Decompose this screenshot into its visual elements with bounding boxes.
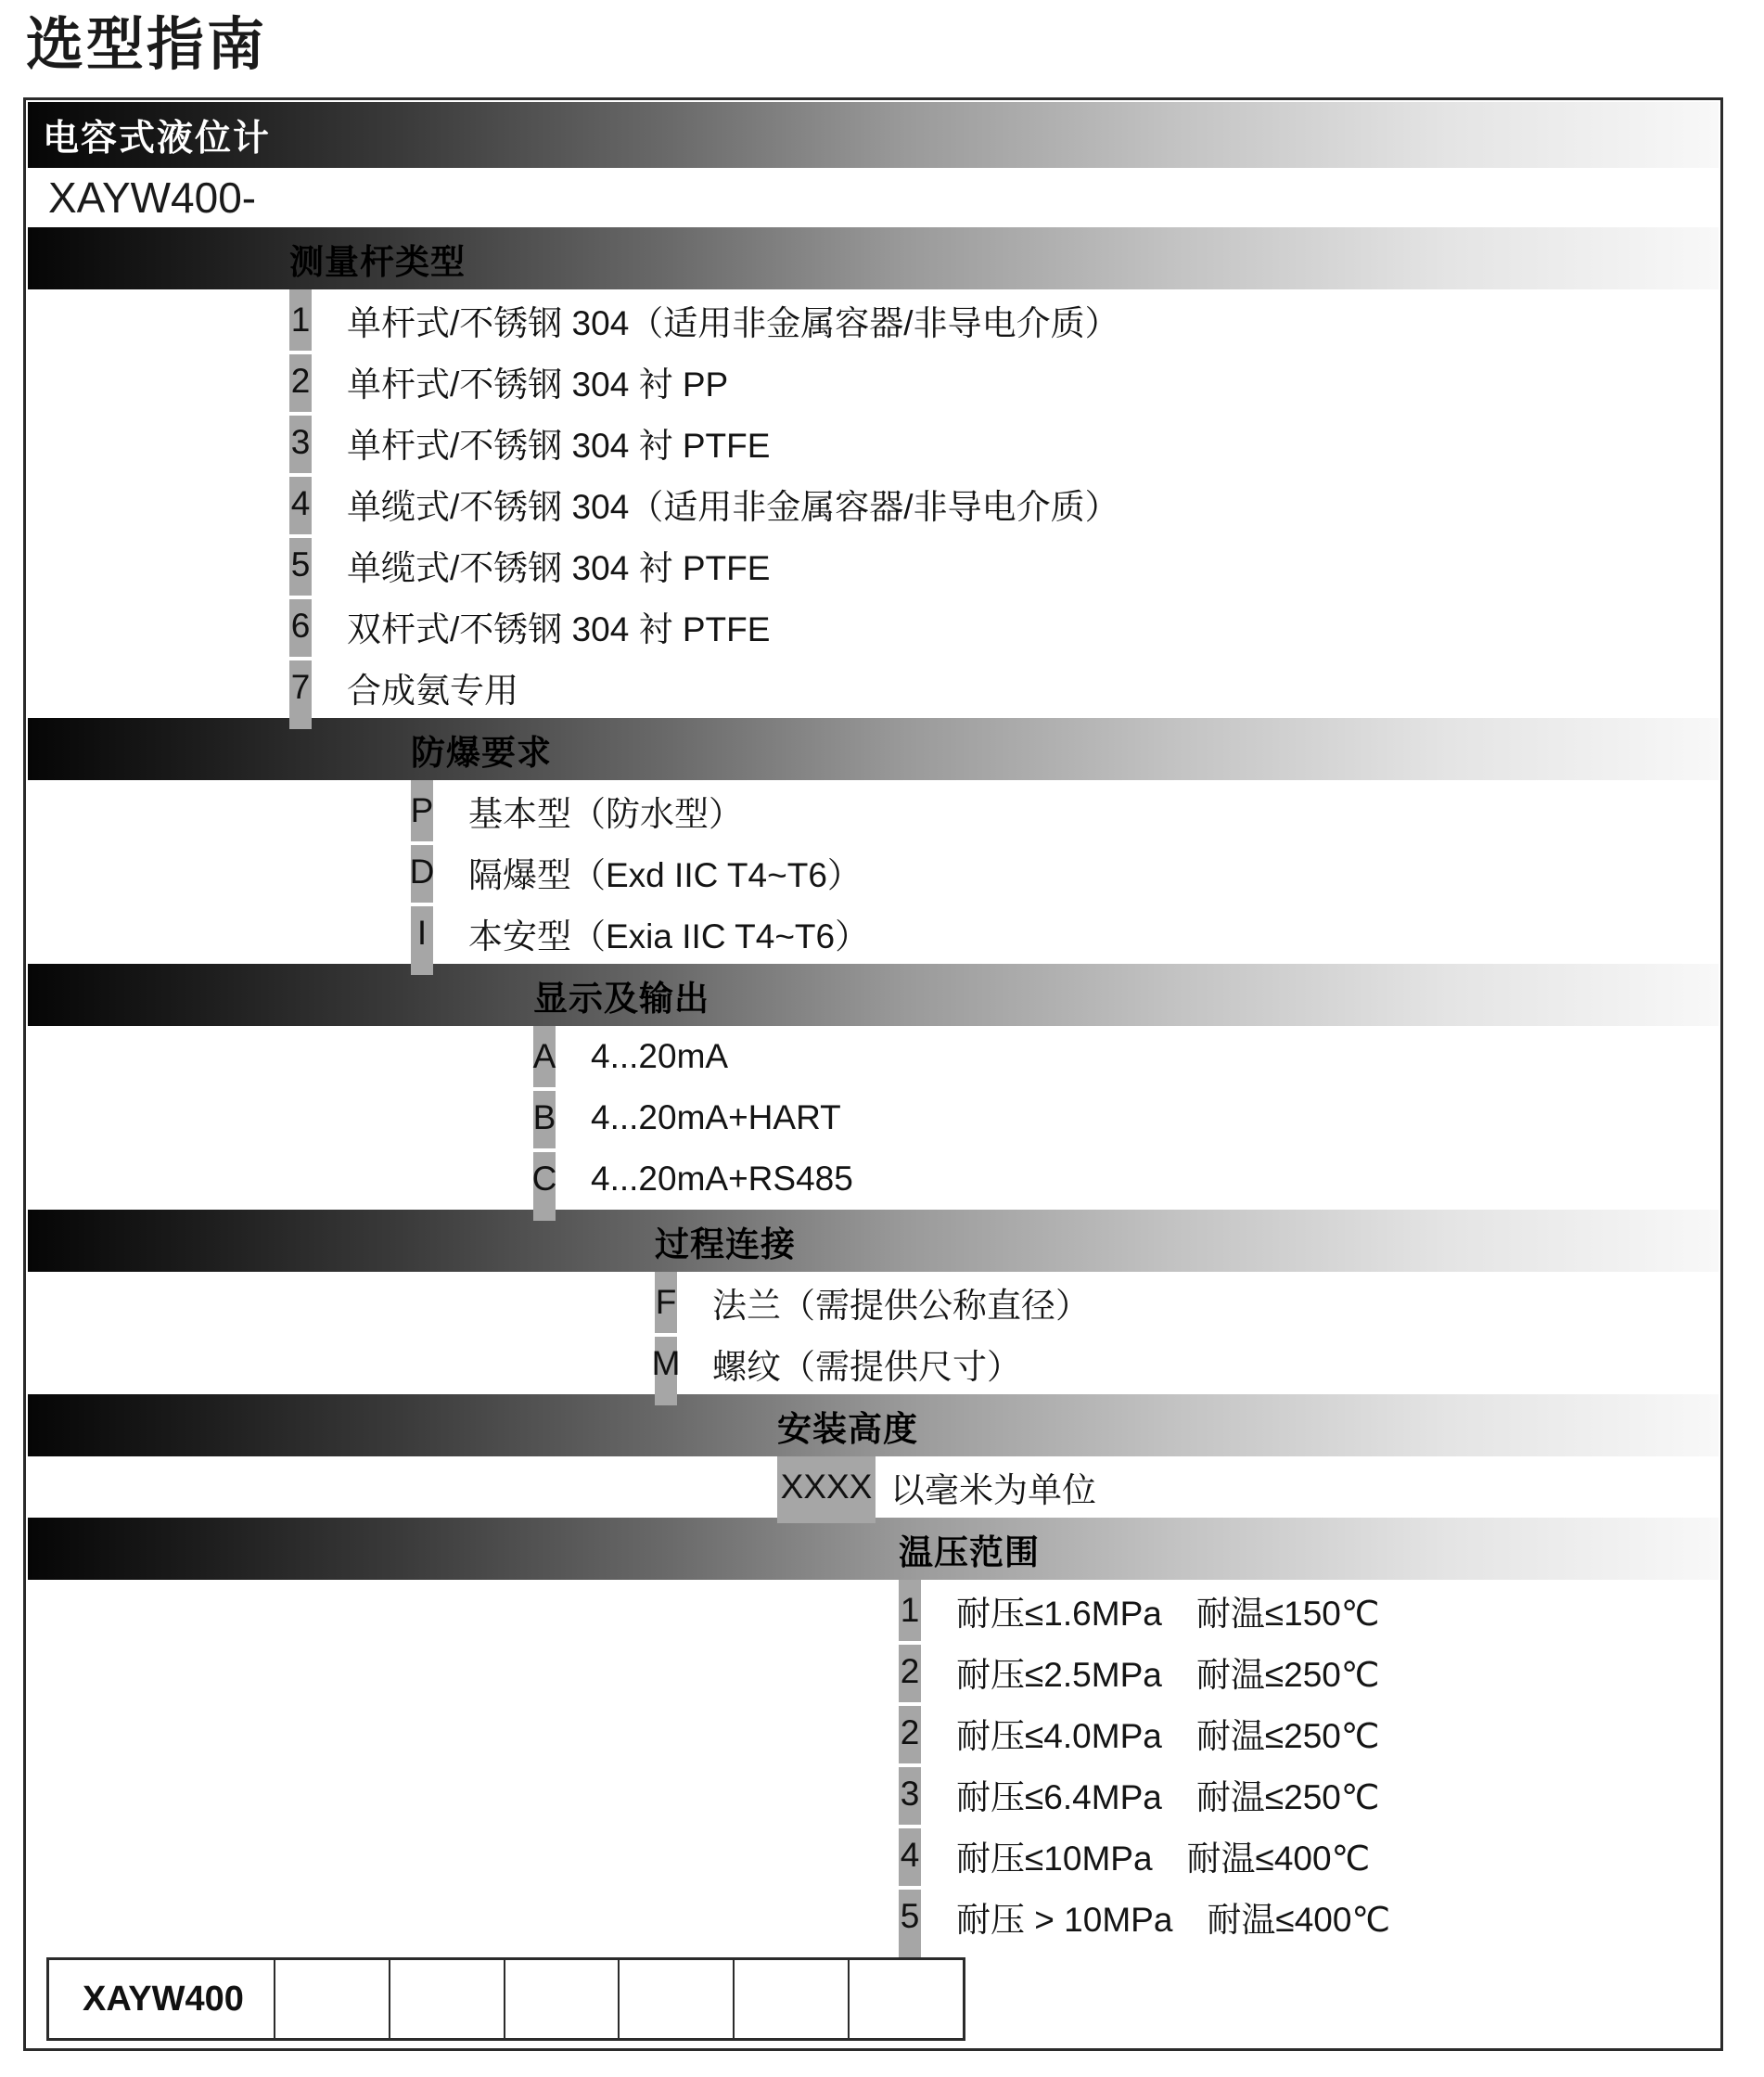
option-code: C	[531, 1160, 557, 1198]
option-label: 隔爆型（Exd IIC T4~T6）	[468, 856, 862, 894]
option-row	[28, 473, 1719, 534]
option-code: 7	[290, 668, 311, 706]
option-code: 6	[290, 607, 311, 645]
section-title: 显示及输出	[533, 979, 709, 1018]
model-prefix-row	[28, 168, 1719, 227]
option-code: 5	[290, 545, 311, 583]
section-rows-explosion-proof	[28, 780, 1719, 964]
option-code: 3	[290, 423, 311, 461]
option-row	[28, 534, 1719, 596]
product-header-bar	[28, 102, 1719, 168]
option-code: M	[651, 1344, 681, 1382]
option-row	[28, 1702, 1719, 1763]
section-title: 测量杆类型	[289, 242, 466, 281]
option-code: I	[416, 914, 428, 952]
option-code: D	[409, 853, 435, 891]
option-code: 2	[900, 1713, 920, 1751]
option-row	[28, 1026, 1719, 1087]
option-label: 以毫米为单位	[890, 1471, 1096, 1509]
option-row	[28, 1087, 1719, 1148]
option-code: 1	[900, 1591, 920, 1629]
option-row	[28, 1886, 1719, 1947]
option-code: 3	[900, 1775, 920, 1813]
option-label: 基本型（防水型）	[468, 795, 743, 833]
option-row	[28, 1763, 1719, 1825]
option-label: 4...20mA+HART	[591, 1098, 841, 1136]
option-code: F	[655, 1283, 677, 1321]
option-code: 4	[290, 484, 311, 522]
option-row	[28, 412, 1719, 473]
option-label: 耐压 > 10MPa 耐温≤400℃	[956, 1901, 1390, 1939]
option-code: 4	[900, 1836, 920, 1874]
option-row	[28, 1456, 1719, 1518]
section-title: 温压范围	[899, 1532, 1040, 1571]
option-row	[28, 1272, 1719, 1333]
option-label: 耐压≤4.0MPa 耐温≤250℃	[956, 1717, 1380, 1755]
option-label: 单杆式/不锈钢 304 衬 PP	[347, 365, 729, 404]
option-code: B	[532, 1098, 556, 1136]
option-code: 2	[900, 1652, 920, 1690]
section-header-temp-pressure-range	[28, 1518, 1719, 1580]
section-header-rod-type	[28, 227, 1719, 289]
option-label: 单缆式/不锈钢 304 衬 PTFE	[347, 549, 771, 587]
section-header-display-output	[28, 964, 1719, 1026]
section-header-explosion-proof	[28, 718, 1719, 780]
model-prefix: XAYW400-	[48, 173, 257, 222]
option-label: 耐压≤10MPa 耐温≤400℃	[956, 1840, 1371, 1878]
option-row	[28, 596, 1719, 657]
option-row	[28, 1580, 1719, 1641]
page-title: 选型指南	[26, 13, 268, 77]
option-row	[28, 1641, 1719, 1702]
option-label: 4...20mA	[591, 1037, 729, 1075]
option-code: 1	[290, 301, 311, 339]
order-blank-cell	[618, 1960, 733, 2038]
order-blank-cell	[733, 1960, 848, 2038]
section-title: 过程连接	[655, 1224, 796, 1263]
option-label: 本安型（Exia IIC T4~T6）	[468, 917, 870, 955]
option-label: 单杆式/不锈钢 304 衬 PTFE	[347, 427, 771, 465]
section-header-mounting-height	[28, 1394, 1719, 1456]
section-rows-process-connection	[28, 1272, 1719, 1394]
option-row	[28, 1825, 1719, 1886]
option-label: 螺纹（需提供尺寸）	[712, 1348, 1021, 1386]
order-code-table	[46, 1957, 965, 2041]
option-code: 5	[900, 1897, 920, 1935]
option-row	[28, 289, 1719, 351]
option-code: 2	[290, 362, 311, 400]
product-name: 电容式液位计	[43, 118, 272, 159]
option-code: A	[532, 1037, 556, 1075]
option-row	[28, 1148, 1719, 1210]
option-label: 4...20mA+RS485	[591, 1160, 853, 1198]
option-row	[28, 657, 1719, 718]
option-row	[28, 903, 1719, 964]
order-blank-cell	[274, 1960, 389, 2038]
option-label: 耐压≤1.6MPa 耐温≤150℃	[956, 1595, 1380, 1633]
option-label: 双杆式/不锈钢 304 衬 PTFE	[347, 610, 771, 648]
section-title: 防爆要求	[411, 733, 552, 772]
option-label: 耐压≤6.4MPa 耐温≤250℃	[956, 1778, 1380, 1816]
option-label: 单缆式/不锈钢 304（适用非金属容器/非导电介质）	[347, 488, 1119, 526]
section-rows-display-output	[28, 1026, 1719, 1210]
order-blank-cell	[504, 1960, 619, 2038]
order-blank-cell	[848, 1960, 963, 2038]
option-row	[28, 1333, 1719, 1394]
option-code: P	[410, 791, 434, 829]
option-code: XXXX	[780, 1468, 873, 1506]
option-row	[28, 351, 1719, 412]
selection-guide-box	[23, 97, 1723, 2051]
section-rows-rod-type	[28, 289, 1719, 718]
section-rows-mounting-height	[28, 1456, 1719, 1518]
option-label: 合成氨专用	[347, 672, 518, 710]
option-row	[28, 841, 1719, 903]
section-rows-temp-pressure-range	[28, 1580, 1719, 1947]
order-model-cell: XAYW400	[83, 1979, 244, 2019]
section-header-process-connection	[28, 1210, 1719, 1272]
option-label: 法兰（需提供公称直径）	[712, 1287, 1090, 1325]
option-row	[28, 780, 1719, 841]
order-blank-cell	[389, 1960, 504, 2038]
option-label: 单杆式/不锈钢 304（适用非金属容器/非导电介质）	[347, 304, 1119, 342]
option-label: 耐压≤2.5MPa 耐温≤250℃	[956, 1656, 1380, 1694]
section-title: 安装高度	[777, 1409, 918, 1448]
